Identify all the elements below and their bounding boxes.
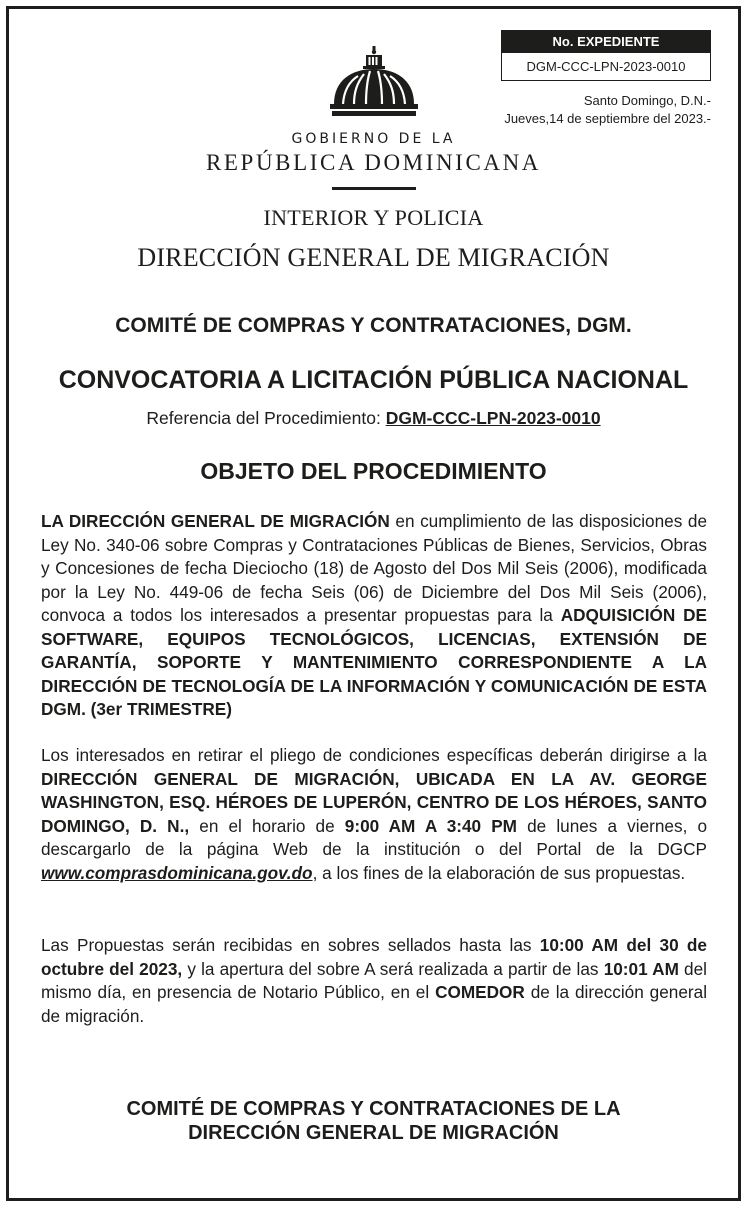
office-hours: 9:00 AM A 3:40 PM <box>344 815 517 836</box>
paragraph-text: del mismo día, en presencia de Notario Público, en el <box>41 958 707 1002</box>
paragraph-text: de la dirección general de migración. <box>41 982 708 1026</box>
paragraph-text: y la apertura del sobre A será realizada a partir de las <box>182 958 604 979</box>
committee-heading: COMITÉ DE COMPRAS Y CONTRATACIONES, DGM. <box>115 314 632 337</box>
reference-number: DGM-CCC-LPN-2023-0010 <box>385 408 601 428</box>
paragraph-text: en el horario de <box>189 815 345 836</box>
date-line: Jueves,14 de septiembre del 2023.- <box>504 111 711 126</box>
submission-deadline: 10:00 AM del 30 de octubre del 2023, <box>41 935 707 979</box>
paragraph-text: Los interesados en retirar el pliego de condiciones específicas deberán dirigirse a la <box>41 745 707 765</box>
expediente-box <box>501 30 711 81</box>
logo-divider <box>332 187 416 190</box>
paragraph-text: de lunes a viernes, o descargarlo de la página Web de la institución o del Portal de la DGCP <box>41 815 708 859</box>
procurement-object: ADQUISICIÓN DE SOFTWARE, EQUIPOS TECNOLÓGICOS, LICENCIAS, EXTENSIÓN DE GARANTÍA, SOPORTE Y MANTENIMIENTO CORRESPONDIENTE A LA DIRECCIÓN DE TECNOLOGÍA DE LA INFORMACIÓN Y COMUNICACIÓN DE ESTA DGM. (3er TRIMESTRE) <box>41 605 707 719</box>
footer-line-1: COMITÉ DE COMPRAS Y CONTRATACIONES DE LA <box>126 1098 621 1120</box>
paragraph-text: , a los fines de la elaboración de sus propuestas. <box>312 862 686 883</box>
date-place: Santo Domingo, D.N.- <box>583 93 711 108</box>
paragraph-objeto <box>41 510 707 722</box>
logo-text-gobierno: GOBIERNO DE LA <box>291 131 456 147</box>
national-palace-dome-icon <box>330 46 418 116</box>
expediente-label: No. EXPEDIENTE <box>502 31 710 53</box>
dgcp-portal-link[interactable]: www.comprasdominicana.gov.do <box>41 862 313 883</box>
date-block <box>504 92 711 128</box>
expediente-number: DGM-CCC-LPN-2023-0010 <box>526 59 686 74</box>
paragraph-pliego <box>41 744 707 885</box>
section-heading-objeto: OBJETO DEL PROCEDIMIENTO <box>200 458 547 484</box>
entity-name: LA DIRECCIÓN GENERAL DE MIGRACIÓN <box>41 511 390 531</box>
ministry-name: INTERIOR Y POLICIA <box>263 205 484 230</box>
paragraph-text: en cumplimiento de las disposiciones de Ley No. 340-06 sobre Compras y Contrataciones Públicas de Bienes, Servicios, Obras y Concesiones de fecha Dieciocho (18) de Agosto del Dos Mil Seis (2006), modificada por la Ley No. 449-06 de fecha Seis (06) de Diciembre del Dos Mil Seis (2006), convoca a todos los interesados a presentar propuestas para la <box>41 511 708 625</box>
footer-line-2: DIRECCIÓN GENERAL DE MIGRACIÓN <box>188 1122 559 1144</box>
institution-name: DIRECCIÓN GENERAL DE MIGRACIÓN <box>137 243 610 272</box>
notice-title: CONVOCATORIA A LICITACIÓN PÚBLICA NACIONAL <box>58 366 689 394</box>
office-address: DIRECCIÓN GENERAL DE MIGRACIÓN, UBICADA EN LA AV. GEORGE WASHINGTON, ESQ. HÉROES DE LUPERÓN, CENTRO DE LOS HÉROES, SANTO DOMINGO, D. N., <box>41 768 707 836</box>
signature-footer <box>0 1097 747 1145</box>
opening-time: 10:01 AM <box>603 958 679 979</box>
paragraph-text: Las Propuestas serán recibidas en sobres sellados hasta las <box>41 935 540 955</box>
logo-text-republica: REPÚBLICA DOMINICANA <box>205 150 542 175</box>
paragraph-propuestas <box>41 934 707 1028</box>
procedure-reference <box>0 408 747 429</box>
reference-label: Referencia del Procedimiento: <box>146 408 386 428</box>
opening-place: COMEDOR <box>435 982 525 1002</box>
